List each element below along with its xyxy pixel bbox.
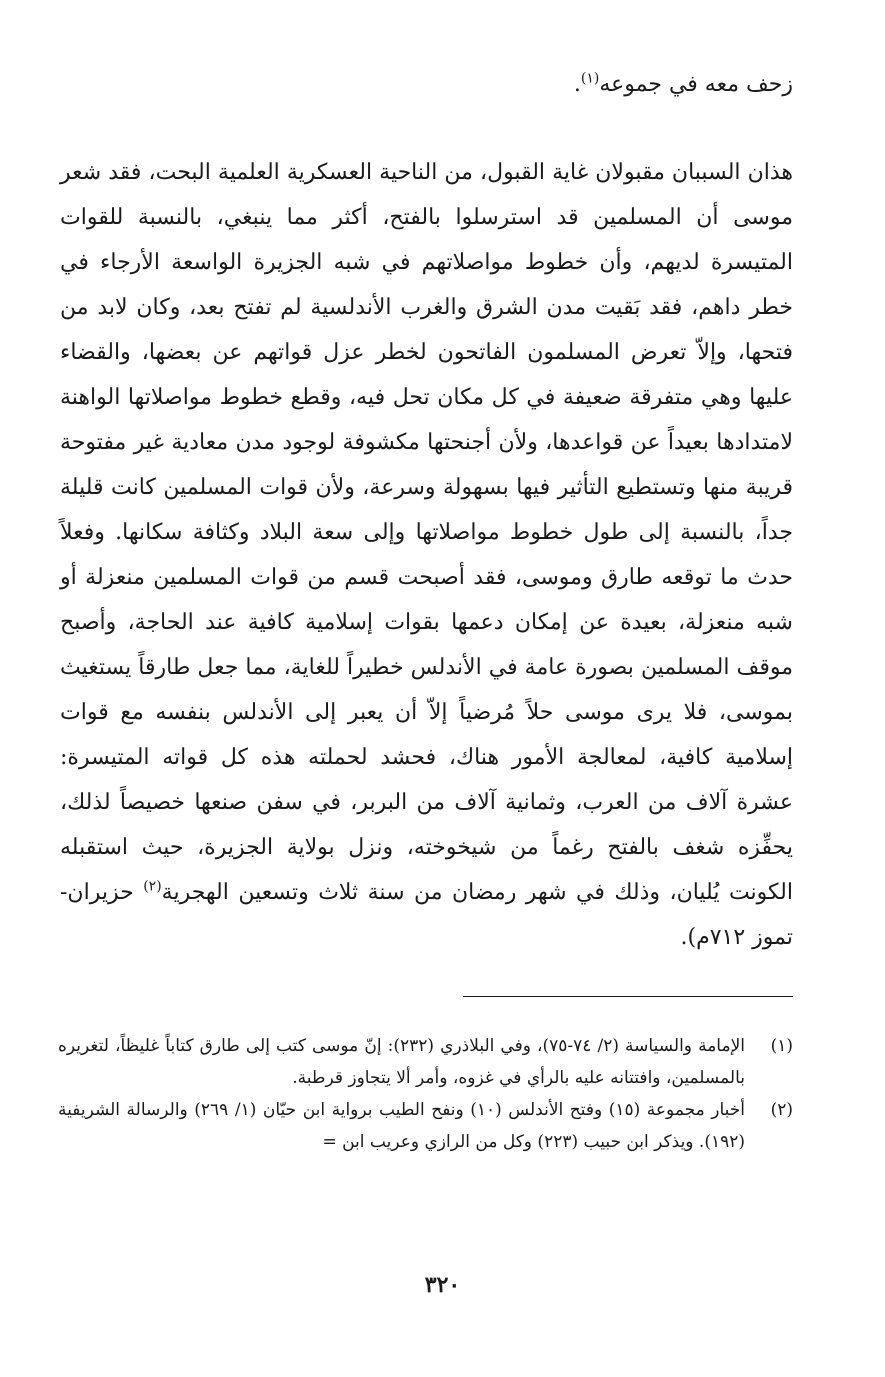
opening-line-text: زحف معه في جموعه	[599, 72, 793, 97]
footnote-number: (١)	[770, 1036, 793, 1056]
footnotes-section	[58, 1030, 793, 1158]
footnote-reference-1: (١)	[580, 70, 600, 87]
footnote-item	[58, 1030, 793, 1094]
opening-line-end: .	[573, 72, 581, 97]
main-paragraph-text: هذان السببان مقبولان غاية القبول، من الناحية العسكرية العلمية البحت، فقد شعر موسى أن المسلمين قد استرسلوا بالفتح، أكثر مما ينبغي، بالنسبة للقوات المتيسرة لديهم، وأن خطوط مواصلاتهم في شبه الجزيرة الواسعة الأرجاء في خطر داهم، فقد بَقيت مدن الشرق والغرب الأندلسية لم تفتح بعد، وكان لابد من فتحها، وإلاّ تعرض المسلمون الفاتحون لخطر عزل قواتهم عن بعضها، والقضاء عليها وهي متفرقة ضعيفة في كل مكان تحل فيه، وقطع خطوط مواصلاتها الواهنة لامتدادها بعيداً عن قواعدها، ولأن أجنحتها مكشوفة لوجود مدن معادية غير مفتوحة قريبة منها وتستطيع التأثير فيها بسهولة وسرعة، ولأن قوات المسلمين كانت قليلة جداً، بالنسبة إلى طول خطوط مواصلاتها وإلى سعة البلاد وكثافة سكانها. وفعلاً حدث ما توقعه طارق وموسى، فقد أصبحت قسم من قوات المسلمين منعزلة أو شبه منعزلة، بعيدة عن إمكان دعمها بقوات إسلامية كافية عند الحاجة، وأصبح موقف المسلمين بصورة عامة في الأندلس خطيراً للغاية، مما جعل طارقاً يستغيث بموسى، فلا يرى موسى حلاً مُرضياً إلاّ أن يعبر إلى الأندلس بنفسه مع قوات إسلامية كافية، لمعالجة الأمور هناك، فحشد لحملته هذه كل قواته المتيسرة: عشرة آلاف من العرب، وثمانية آلاف من البربر، في سفن صنعها خصيصاً لذلك، يحفِّزه شغف بالفتح رغماً من شيخوخته، ونزل بولاية الجزيرة، حيث استقبله الكونت يُليان، وذلك في شهر رمضان من سنة ثلاث وتسعين الهجرية	[60, 160, 794, 905]
footnote-text: أخبار مجموعة (١٥) وفتح الأندلس (١٠) ونفح الطيب برواية ابن حيّان (١/ ٢٦٩) والرسالة الشريفية (١٩٢). ويذكر ابن حبيب (٢٢٣) وكل من الرازي وعريب ابن =	[58, 1100, 745, 1152]
main-paragraph	[60, 150, 793, 960]
main-text-body	[60, 62, 793, 960]
footnote-separator-line	[463, 996, 793, 997]
footnote-number: (٢)	[770, 1100, 793, 1120]
page-number: ٣٢٠	[424, 1272, 461, 1298]
main-paragraph-end: حزيران-تموز ٧١٢م).	[60, 880, 793, 950]
footnote-text: الإمامة والسياسة (٢/ ٧٤-٧٥)، وفي البلاذري (٢٣٢): إنّ موسى كتب إلى طارق كتاباً غليظاً، لتغريره بالمسلمين، وافتتانه عليه بالرأي في غزوه، وأمر ألا يتجاوز قرطبة.	[58, 1036, 745, 1088]
footnote-reference-2: (٢)	[143, 878, 162, 895]
footnote-item	[58, 1094, 793, 1158]
opening-line	[60, 62, 793, 107]
